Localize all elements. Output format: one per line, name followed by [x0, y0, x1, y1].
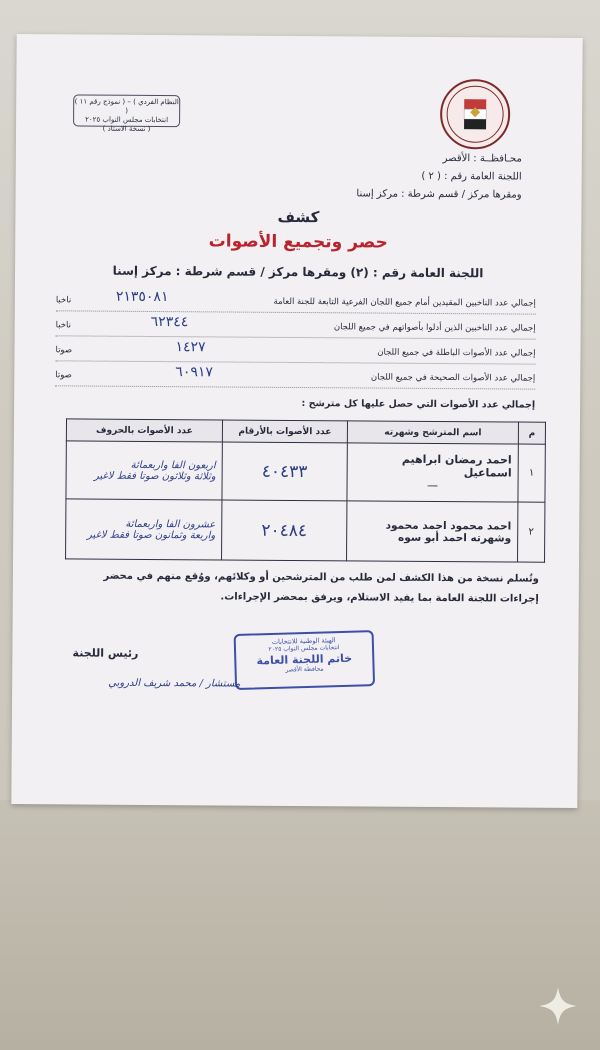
seal-line-1: الهيئة الوطنية للانتخابات [271, 636, 336, 646]
row-value: ٦٢٣٤٤ [150, 313, 189, 331]
committee-chair-signature: مستشار / محمد شريف الدروبي [108, 677, 241, 690]
candidate-votes-words-line-1: اربعون الفا واربعمائة [130, 459, 216, 471]
total-valid-votes-row [55, 365, 535, 389]
desk-surface [0, 800, 600, 1050]
general-committee-seal [234, 630, 376, 690]
form-model-box [73, 94, 180, 133]
row-value: ١٤٢٧ [175, 339, 206, 356]
candidate-votes-words-line-2: واربعة وثمانون صوتا فقط لاغير [87, 529, 216, 541]
row-value: ٢١٣٥٠٨١ [115, 288, 169, 306]
col-header-candidate-name: اسم المترشح وشهرته [347, 421, 518, 444]
seal-line-2: انتخابات مجلس النواب ٢٠٢٥ [268, 644, 340, 654]
vote-tally-document [11, 34, 582, 808]
col-header-votes-words: عدد الأصوات بالحروف [66, 419, 222, 442]
row-unit: صوتا [55, 345, 73, 356]
candidate-votes-words-line-1: عشرون الفا واربعمائة [125, 518, 216, 530]
receipt-note-line-1: وتُسلم نسخة من هذا الكشف لمن طلب من المترشحين أو وكلائهم، ووُقع منهم في محضر [103, 570, 539, 585]
row-unit: ناخبا [55, 320, 72, 331]
governorate-label: محـافظــة : الأقصر [442, 153, 522, 165]
candidate-votes-digits: ٤٠٤٣٣ [222, 442, 347, 501]
row-label: إجمالي عدد الناخبين المقيدين أمام جميع اللجان الفرعية التابعة للجنة العامة [273, 296, 536, 309]
row-value: ٦٠٩١٧ [175, 364, 214, 381]
total-voters-voted-row [56, 315, 536, 339]
row-unit: ناخبا [55, 295, 72, 306]
form-model-line-1: ( نموذج رقم ١١ ) – ( النظام الفردي ) [74, 97, 179, 115]
candidate-name-cell [347, 443, 518, 502]
candidate-name-cell [347, 501, 518, 562]
candidate-votes-words-line-2: وثلاثة وثلاثون صوتا فقط لاغير [93, 470, 216, 482]
row-label: إجمالي عدد الناخبين الذين أدلوا بأصواتهم في جميع اللجان [333, 322, 536, 334]
row-label: إجمالي عدد الأصوات الباطلة في جميع اللجان [377, 347, 536, 359]
col-header-votes-digits: عدد الأصوات بالأرقام [222, 420, 347, 443]
committee-number-label: اللجنة العامة رقم : ( ٢ ) [421, 170, 522, 183]
seal-line-3: خاتم اللجنة العامة [256, 651, 353, 668]
document-main-title: حصر وتجميع الأصوات [208, 231, 388, 253]
candidate-name: احمد رمضان ابراهيم اسماعيل [401, 452, 512, 480]
document-subtitle: اللجنة العامة رقم : (٢) ومقرها مركز / قسم شرطة : مركز إسنا [112, 263, 484, 281]
seal-line-4: محافظة الأقصر [285, 665, 324, 674]
committee-chair-label: رئيس اللجنة [72, 646, 139, 660]
candidate-name: احمد محمود احمد محمود [385, 519, 512, 532]
row-label: إجمالي عدد الأصوات الصحيحة في جميع اللجان [370, 372, 536, 384]
votes-per-candidate-intro: إجمالي عدد الأصوات التي حصل عليها كل مترشح : [301, 398, 536, 411]
col-header-index: م [518, 422, 545, 444]
table-row [66, 499, 545, 562]
total-invalid-votes-row [55, 340, 535, 364]
national-elections-authority-emblem-icon [440, 79, 510, 149]
total-registered-voters-row [56, 290, 536, 314]
candidate-votes-digits: ٢٠٤٨٤ [222, 500, 347, 561]
document-kashf-title: كشف [277, 207, 320, 227]
receipt-note-line-2: إجراءات اللجنة العامة بما يفيد الاستلام، ويرفق بمحضر الإجراءات. [220, 591, 539, 605]
candidate-votes-words-cell [66, 441, 222, 500]
candidates-votes-table [65, 418, 546, 562]
candidate-index: ٢ [518, 502, 545, 562]
form-model-line-3: ( نسخة الاستاد ) [102, 124, 151, 133]
committee-seat-label: ومقرها مركز / قسم شرطة : مركز إسنا [356, 188, 522, 201]
candidate-nickname: وشهرته احمد أبو سوه [398, 531, 512, 544]
candidate-index: ١ [518, 444, 545, 502]
sparkle-icon [537, 985, 579, 1027]
form-model-line-2: انتخابات مجلس النواب ٢٠٢٥ [85, 115, 169, 125]
table-row [66, 441, 545, 502]
candidate-nickname: — [427, 478, 439, 492]
candidate-votes-words-cell [66, 499, 222, 560]
row-unit: صوتا [55, 370, 72, 381]
